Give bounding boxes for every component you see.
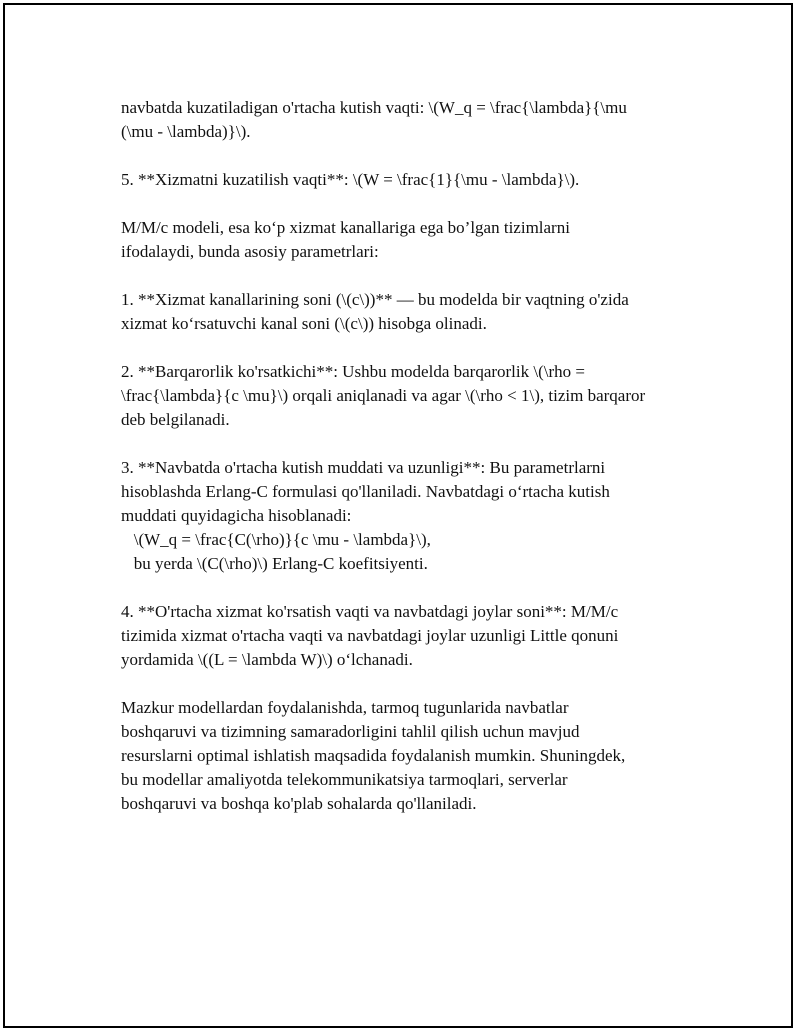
document-body (121, 96, 701, 816)
paragraph-wq-continuation: navbatda kuzatiladigan o'rtacha kutish vaqti: \(W_q = \frac{\lambda}{\mu (\mu - \lambda)}\). (121, 98, 627, 141)
paragraph-service-time: 5. **Xizmatni kuzatilish vaqti**: \(W = \frac{1}{\mu - \lambda}\). (121, 170, 580, 189)
paragraph-stability: 2. **Barqarorlik ko'rsatkichi**: Ushbu modelda barqarorlik \(\rho = \frac{\lambda}{c \mu}\) orqali aniqlanadi va agar \(\rho < 1\), tizim barqaror deb belgilanadi. (121, 362, 646, 429)
document-page (3, 3, 793, 1028)
paragraph-conclusion: Mazkur modellardan foydalanishda, tarmoq tugunlarida navbatlar boshqaruvi va tizimning samaradorligini tahlil qilish uchun mavjud resurslarni optimal ishlatish maqsadida foydalanish mumkin. Shuningdek, bu modellar amaliyotda telekommunikatsiya tarmoqlari, serverlar boshqaruvi va boshqa ko'plab sohalarda qo'llaniladi. (121, 698, 626, 813)
paragraph-mmc-intro: M/M/c modeli, esa ko‘p xizmat kanallariga ega bo’lgan tizimlarni ifodalaydi, bunda asosiy parametrlari: (121, 218, 570, 261)
paragraph-channel-count: 1. **Xizmat kanallarining soni (\(c\))** — bu modelda bir vaqtning o'zida xizmat ko‘rsatuvchi kanal soni (\(c\)) hisobga olinadi. (121, 290, 629, 333)
paragraph-little-law: 4. **O'rtacha xizmat ko'rsatish vaqti va navbatdagi joylar soni**: M/M/c tizimida xizmat o'rtacha vaqti va navbatdagi joylar uzunligi Little qonuni yordamida \((L = \lambda W)\) o‘lchanadi. (121, 602, 619, 669)
paragraph-erlang-c: 3. **Navbatda o'rtacha kutish muddati va uzunligi**: Bu parametrlarni hisoblashda Erlang-C formulasi qo'llaniladi. Navbatdagi o‘rtacha kutish muddati quyidagicha hisoblanadi: \(W_q = \frac{C(\rho)}{c \mu - \lambda}\), bu yerda \(C(\rho)\) Erlang-C koefitsiyenti. (121, 458, 610, 573)
